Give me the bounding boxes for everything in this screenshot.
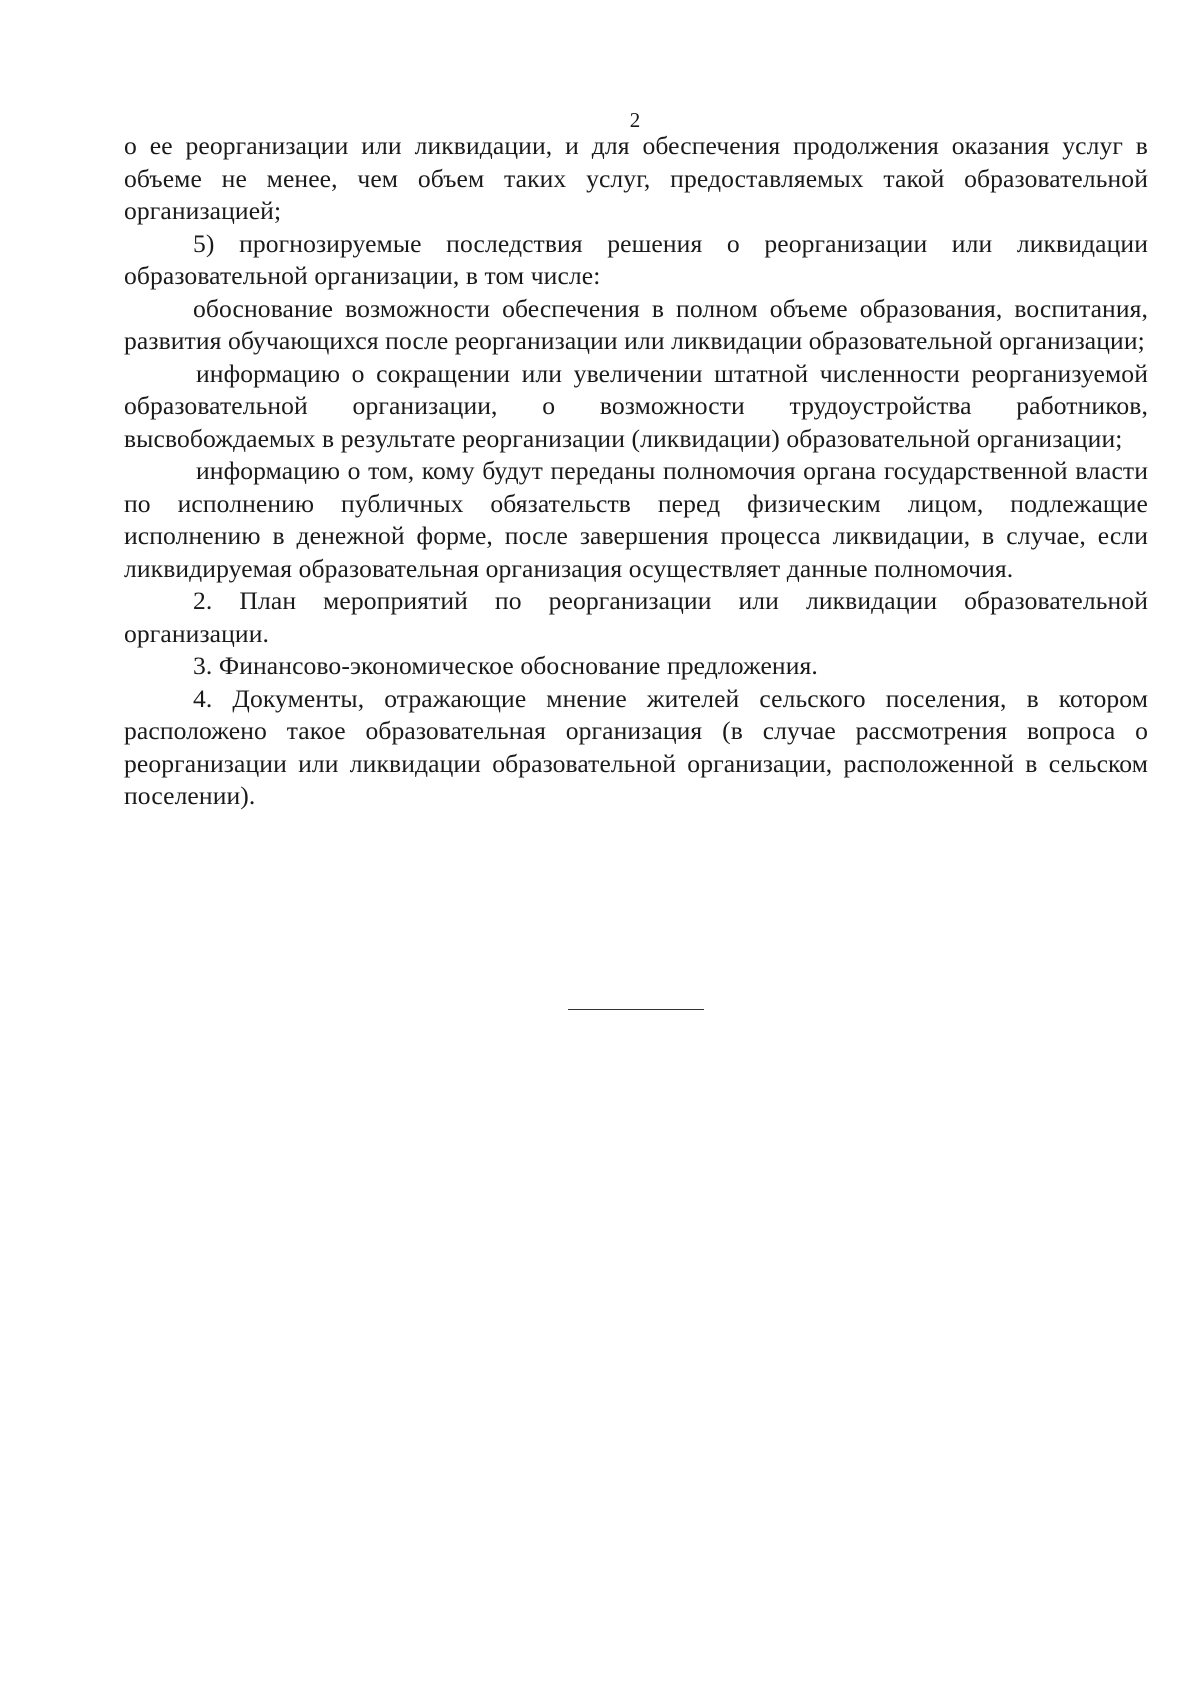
paragraph-item-5: 5) прогнозируемые последствия решения о реорганизации или ликвидации образовательной организации, в том числе:: [124, 228, 1148, 290]
paragraph-obligations-info: информацию о том, кому будут переданы полномочия органа государственной власти по исполнению публичных обязательств перед физическим лицом, подлежащие исполнению в денежной форме, после завершения процесса ликвидации, в случае, если ликвидируемая образовательная организация осуществляет данные полномочия.: [124, 456, 1148, 583]
paragraph-continuation: о ее реорганизации или ликвидации, и для обеспечения продолжения оказания услуг в объеме не менее, чем объем таких услуг, предоставляемых такой образовательной организацией;: [124, 131, 1148, 225]
paragraph-item-4: 4. Документы, отражающие мнение жителей сельского поселения, в котором расположено такое образовательная организация (в случае рассмотрения вопроса о реорганизации или ликвидации образовательной организации, расположенной в сельском поселении).: [124, 683, 1148, 810]
paragraph-item-2: 2. План мероприятий по реорганизации или ликвидации образовательной организации.: [124, 586, 1148, 648]
document-body: [124, 130, 1148, 813]
end-of-document-rule: [568, 1009, 704, 1010]
paragraph-staff-info: информацию о сокращении или увеличении штатной численности реорганизуемой образовательной организации, о возможности трудоустройства работников, высвобождаемых в результате реорганизации (ликвидации) образовательной организации;: [124, 358, 1148, 453]
paragraph-item-3: 3. Финансово-экономическое обоснование предложения.: [193, 651, 818, 680]
page-number: 2: [629, 108, 641, 132]
paragraph-justification: обоснование возможности обеспечения в полном объеме образования, воспитания, развития обучающихся после реорганизации или ликвидации образовательной организации;: [124, 293, 1148, 355]
